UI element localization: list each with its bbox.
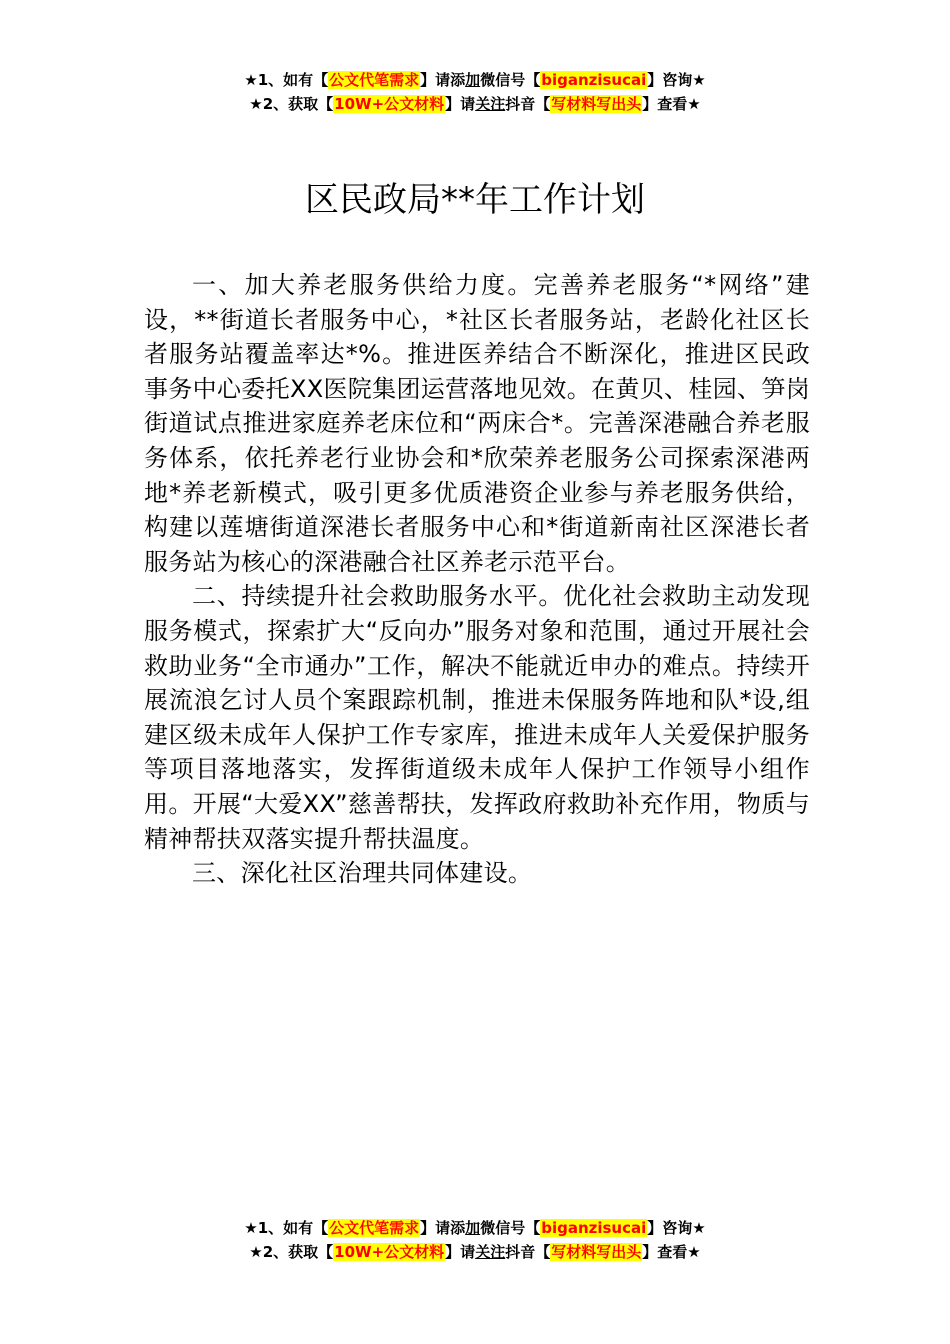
banner-text: 1、如有【 <box>257 71 329 89</box>
banner-text: 】咨询 <box>647 1219 693 1237</box>
footer-banner <box>0 1216 950 1264</box>
banner-text: 】咨询 <box>647 71 693 89</box>
underlined-text: 关注 <box>475 95 506 113</box>
banner-line-1 <box>0 1216 950 1240</box>
banner-line-2 <box>0 92 950 116</box>
star-icon: ★ <box>244 71 258 89</box>
banner-text: 】查看 <box>642 1243 688 1261</box>
star-icon: ★ <box>687 1243 701 1261</box>
underlined-text: 加 <box>465 71 481 89</box>
douyin-name: 写材料写出头 <box>551 1243 642 1261</box>
banner-text: 】查看 <box>642 95 688 113</box>
banner-text: 】请 <box>445 95 476 113</box>
wechat-id: biganzisucai <box>541 1219 647 1237</box>
douyin-name: 写材料写出头 <box>551 95 642 113</box>
star-icon: ★ <box>244 1219 258 1237</box>
banner-text: 2、获取【 <box>262 1243 334 1261</box>
star-icon: ★ <box>692 71 706 89</box>
paragraph-1: 一、加大养老服务供给力度。完善养老服务“*网络”建设，**街道长者服务中心，*社区长者服务站，老龄化社区长者服务站覆盖率达*%。推进医养结合不断深化，推进区民政事务中心委托XX医院集团运营落地见效。在黄贝、桂园、笋岗街道试点推进家庭养老床位和“两床合*。完善深港融合养老服务体系，依托养老行业协会和*欣荣养老服务公司探索深港两地*养老新模式，吸引更多优质港资企业参与养老服务供给，构建以莲塘街道深港长者服务中心和*街道新南社区深港长者服务站为核心的深港融合社区养老示范平台。 <box>144 271 810 576</box>
banner-text: 微信号【 <box>480 1219 541 1237</box>
banner-text: 】请 <box>445 1243 476 1261</box>
banner-text: 抖音【 <box>505 95 551 113</box>
star-icon: ★ <box>692 1219 706 1237</box>
star-icon: ★ <box>249 95 263 113</box>
star-icon: ★ <box>249 1243 263 1261</box>
document-title: 区民政局**年工作计划 <box>305 180 645 220</box>
header-banner <box>0 68 950 116</box>
underlined-text: 加 <box>465 1219 481 1237</box>
banner-text: 2、获取【 <box>262 95 334 113</box>
highlight-text: 公文代笔需求 <box>329 1219 420 1237</box>
highlight-text: 10W+公文材料 <box>334 1243 445 1261</box>
wechat-id: biganzisucai <box>541 71 647 89</box>
banner-text: 】请添 <box>420 1219 466 1237</box>
document-body <box>144 268 810 891</box>
paragraph-2: 二、持续提升社会救助服务水平。优化社会救助主动发现服务模式，探索扩大“反向办”服务对象和范围，通过开展社会救助业务“全市通办”工作，解决不能就近申办的难点。持续开展流浪乞讨人员个案跟踪机制，推进未保服务阵地和队*设,组建区级未成年人保护工作专家库，推进未成年人关爱保护服务等项目落地落实，发挥街道级未成年人保护工作领导小组作用。开展“大爱XX”慈善帮扶，发挥政府救助补充作用，物质与精神帮扶双落实提升帮扶温度。 <box>144 582 810 853</box>
underlined-text: 关注 <box>475 1243 506 1261</box>
banner-text: 抖音【 <box>505 1243 551 1261</box>
star-icon: ★ <box>687 95 701 113</box>
banner-text: 】请添 <box>420 71 466 89</box>
banner-line-2 <box>0 1240 950 1264</box>
banner-line-1 <box>0 68 950 92</box>
banner-text: 微信号【 <box>480 71 541 89</box>
highlight-text: 10W+公文材料 <box>334 95 445 113</box>
paragraph-3: 三、深化社区治理共同体建设。 <box>192 859 533 888</box>
highlight-text: 公文代笔需求 <box>329 71 420 89</box>
banner-text: 1、如有【 <box>257 1219 329 1237</box>
